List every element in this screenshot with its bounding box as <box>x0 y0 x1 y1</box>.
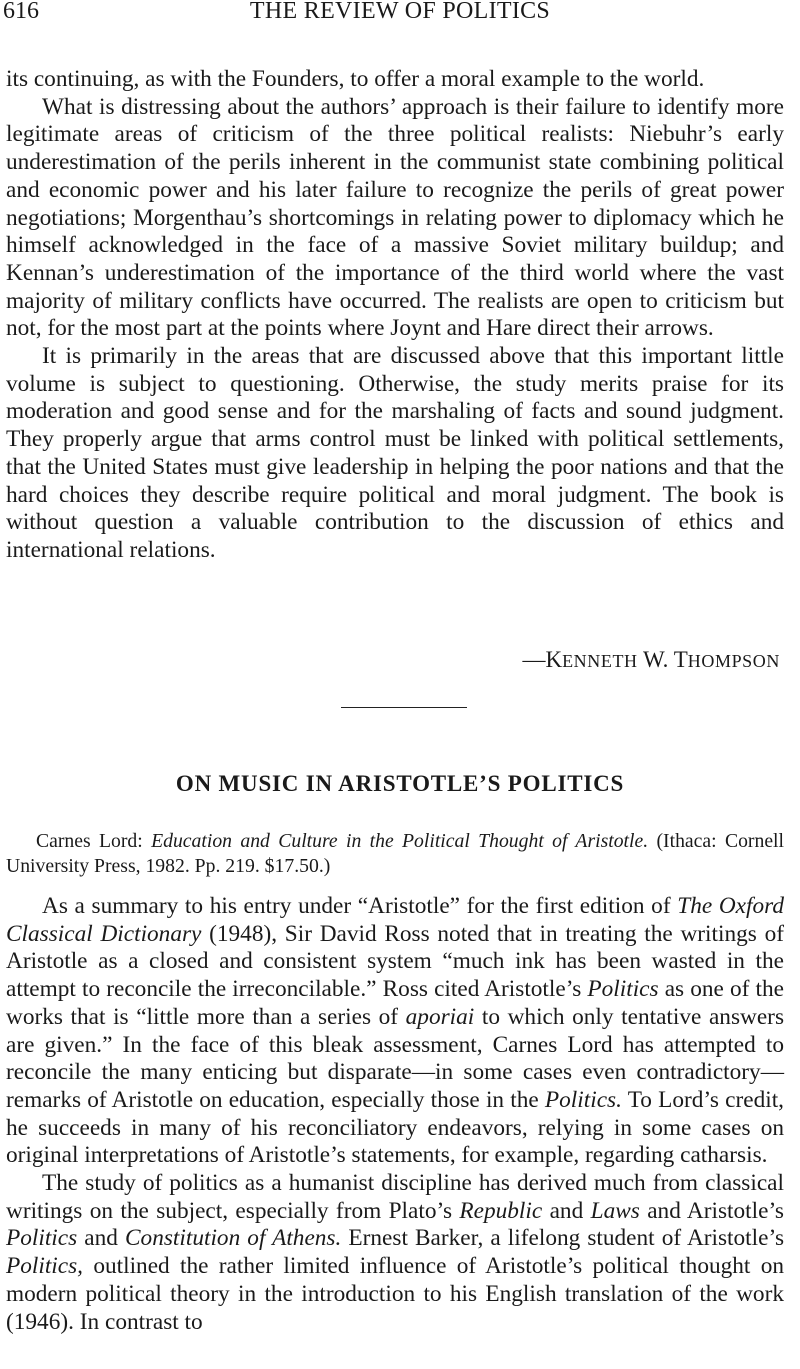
signature-smallcaps: HOMPSON <box>687 651 780 671</box>
journal-title: THE REVIEW OF POLITICS <box>249 0 551 24</box>
text-run: (1948), Sir David Ross noted that in treating the writings of Aristotle as a closed and consistent system “much ink has been wasted in the attempt to reconcile the irreconcilable.” Ross cited Aristotle’s <box>6 920 784 1003</box>
text-run: The study of politics as a humanist discipline has derived much from classical writings on the subject, especially from Plato’s <box>6 1170 784 1224</box>
italic-run: Constitution of Athens. <box>125 1225 342 1252</box>
text-run: To Lord’s credit, he succeeds in many of his reconciliatory endeavors, relying in some cases on original interpretations of Aristotle’s statements, for example, regarding catharsis. <box>6 1086 785 1169</box>
review-2-title: ON MUSIC IN ARISTOTLE’S POLITICS <box>175 771 625 796</box>
italic-run: aporiai <box>405 1003 475 1030</box>
page-number: 616 <box>3 0 39 24</box>
review-1-paragraph: It is primarily in the areas that are discussed above that this important little volume is subject to questioning. Otherwise, the study merits praise for its moderation and good sense and for the marshaling of facts and sound judgment. They properly argue that arms control must be linked with political settlements, that the United States must give leadership in helping the poor nations and that the hard choices they describe require political and moral judgment. The book is without question a valuable contribution to the discussion of ethics and international relations. <box>6 343 784 563</box>
review-1-paragraph: What is distressing about the authors’ approach is their failure to identify more legitimate areas of criticism of the three political realists: Niebuhr’s early underestimation of the perils inherent in the communist state combining political and economic power and his later failure to recognize the perils of great power negotiations; Morgenthau’s shortcomings in relating power to diplomacy which he himself acknowledged in the face of a massive Soviet military buildup; and Kennan’s underestimation of the importance of the third world where the vast majority of military conflicts have occurred. The realists are open to criticism but not, for the most part at the points where Joynt and Hare direct their arrows. <box>6 93 784 342</box>
italic-run: Politics <box>587 976 659 1003</box>
text-run: as one of the works that is “little more than a series of <box>6 976 784 1030</box>
italic-run: The Oxford Classical Dictionary <box>6 893 784 947</box>
signature-initial: W. <box>643 647 669 672</box>
citation-author: Carnes Lord: <box>36 830 143 852</box>
reviewer-signature <box>400 647 780 673</box>
section-divider <box>341 707 467 708</box>
italic-run: Republic <box>459 1197 543 1224</box>
citation-book-title: Education and Culture in the Political Thought of Aristotle. <box>151 830 649 852</box>
text-run: and <box>549 1197 584 1224</box>
book-citation <box>6 829 784 879</box>
italic-run: Politics, <box>6 1253 84 1280</box>
italic-run: Politics. <box>544 1086 622 1113</box>
text-run: and Aristotle’s <box>647 1197 784 1224</box>
review-2-paragraph <box>6 893 784 1170</box>
signature-smallcaps: ENNETH <box>562 651 638 671</box>
citation-publisher: (Ithaca: Cornell University Press, 1982. Pp. 219. $17.50.) <box>6 830 784 877</box>
signature-dash: — <box>522 647 546 672</box>
text-run: and <box>84 1225 118 1252</box>
review-2-body <box>6 893 784 1336</box>
italic-run: Politics <box>6 1225 78 1252</box>
review-1-body <box>6 66 784 565</box>
running-head <box>0 0 800 30</box>
text-run: Ernest Barker, a lifelong student of Aristotle’s <box>348 1225 785 1252</box>
signature-initial: K <box>545 647 563 672</box>
review-2-paragraph <box>6 1170 784 1336</box>
review-1-paragraph: its continuing, as with the Founders, to offer a moral example to the world. <box>6 66 705 92</box>
text-run: outlined the rather limited influence of Aristotle’s political thought on modern political theory in the introduction to his English translation of the work (1946). In contrast to <box>6 1253 785 1335</box>
text-run: As a summary to his entry under “Aristotle” for the first edition of <box>42 893 671 919</box>
text-run: to which only tentative answers are given.” In the face of this bleak assessment, Carnes Lord has attempted to reconcile the many enticing but disparate—in some cases even contradictory—remarks of Aristotle on education, especially those in the <box>6 1003 785 1113</box>
signature-initial: T <box>673 647 688 672</box>
italic-run: Laws <box>590 1197 640 1224</box>
